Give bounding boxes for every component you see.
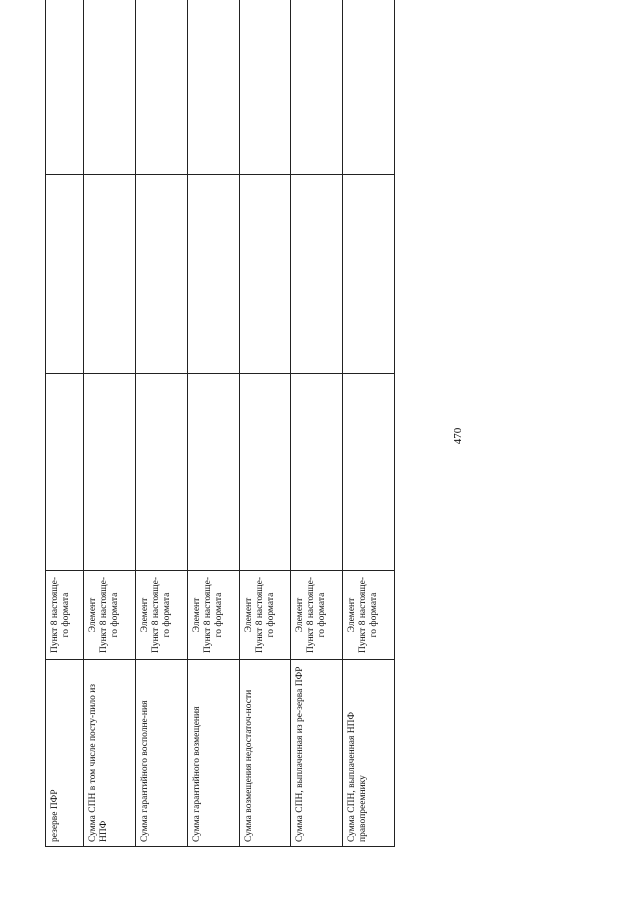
empty-cell [343, 175, 395, 374]
empty-cell [239, 175, 291, 374]
reference-line: го формата [369, 592, 380, 638]
empty-cell [46, 374, 84, 571]
empty-cell [136, 175, 188, 374]
empty-cell [291, 374, 343, 571]
rotated-table [45, 37, 395, 847]
table-row [187, 0, 239, 847]
table-row [239, 0, 291, 847]
row-reference [343, 571, 395, 660]
empty-cell [136, 374, 188, 571]
row-name: Сумма гарантийного возмещения [187, 660, 239, 847]
row-reference [46, 571, 84, 660]
reference-line: Пункт 8 настояще- [306, 577, 317, 654]
row-name: резерве ПФР [46, 660, 84, 847]
row-reference [187, 571, 239, 660]
format-table [45, 0, 395, 847]
empty-cell [343, 374, 395, 571]
reference-line: Элемент [88, 597, 99, 633]
reference-line: го формата [317, 592, 328, 638]
empty-cell [187, 175, 239, 374]
empty-cell [46, 0, 84, 175]
empty-cell [84, 0, 136, 175]
table-row [136, 0, 188, 847]
empty-cell [136, 0, 188, 175]
reference-line: Элемент [140, 597, 150, 633]
row-reference [84, 571, 136, 660]
empty-cell [239, 374, 291, 571]
empty-cell [343, 0, 395, 175]
empty-cell [84, 175, 136, 374]
row-name: Сумма СПН в том числе посту-пило из НПФ [84, 660, 136, 847]
row-name: Сумма СПН, выплаченная из ре-зерва ПФР [291, 660, 343, 847]
row-name: Сумма возмещения недостаточ-ности [239, 660, 291, 847]
row-reference [239, 571, 291, 660]
reference-line: го формата [162, 592, 172, 638]
empty-cell [291, 175, 343, 374]
reference-line: Пункт 8 настояще- [358, 577, 369, 654]
table-row [343, 0, 395, 847]
empty-cell [187, 0, 239, 175]
reference-line: го формата [213, 592, 224, 638]
table-row [46, 0, 84, 847]
table-row [291, 0, 343, 847]
reference-line: Пункт 8 настояще- [202, 577, 213, 654]
reference-line: го формата [110, 592, 121, 638]
empty-cell [291, 0, 343, 175]
reference-line: Элемент [243, 597, 254, 633]
row-name: Сумма СПН, выплаченная НПФ правопреемнику [343, 660, 395, 847]
empty-cell [84, 374, 136, 571]
reference-line: Пункт 8 настояще- [254, 577, 265, 654]
page-number: 470 [452, 427, 464, 445]
reference-line: Элемент [295, 597, 306, 633]
table-row [84, 0, 136, 847]
reference-line: Пункт 8 настояще- [99, 577, 110, 654]
row-reference [291, 571, 343, 660]
empty-cell [46, 175, 84, 374]
empty-cell [239, 0, 291, 175]
row-name: Сумма гарантийного восполне-ния [136, 660, 188, 847]
reference-line: Элемент [347, 597, 358, 633]
empty-cell [187, 374, 239, 571]
reference-line: го формата [265, 592, 276, 638]
reference-line: Элемент [191, 597, 202, 633]
reference-line: Пункт 8 настояще- [50, 577, 60, 654]
reference-line: го формата [61, 592, 71, 638]
row-reference [136, 571, 188, 660]
reference-line: Пункт 8 настояще- [151, 577, 161, 654]
